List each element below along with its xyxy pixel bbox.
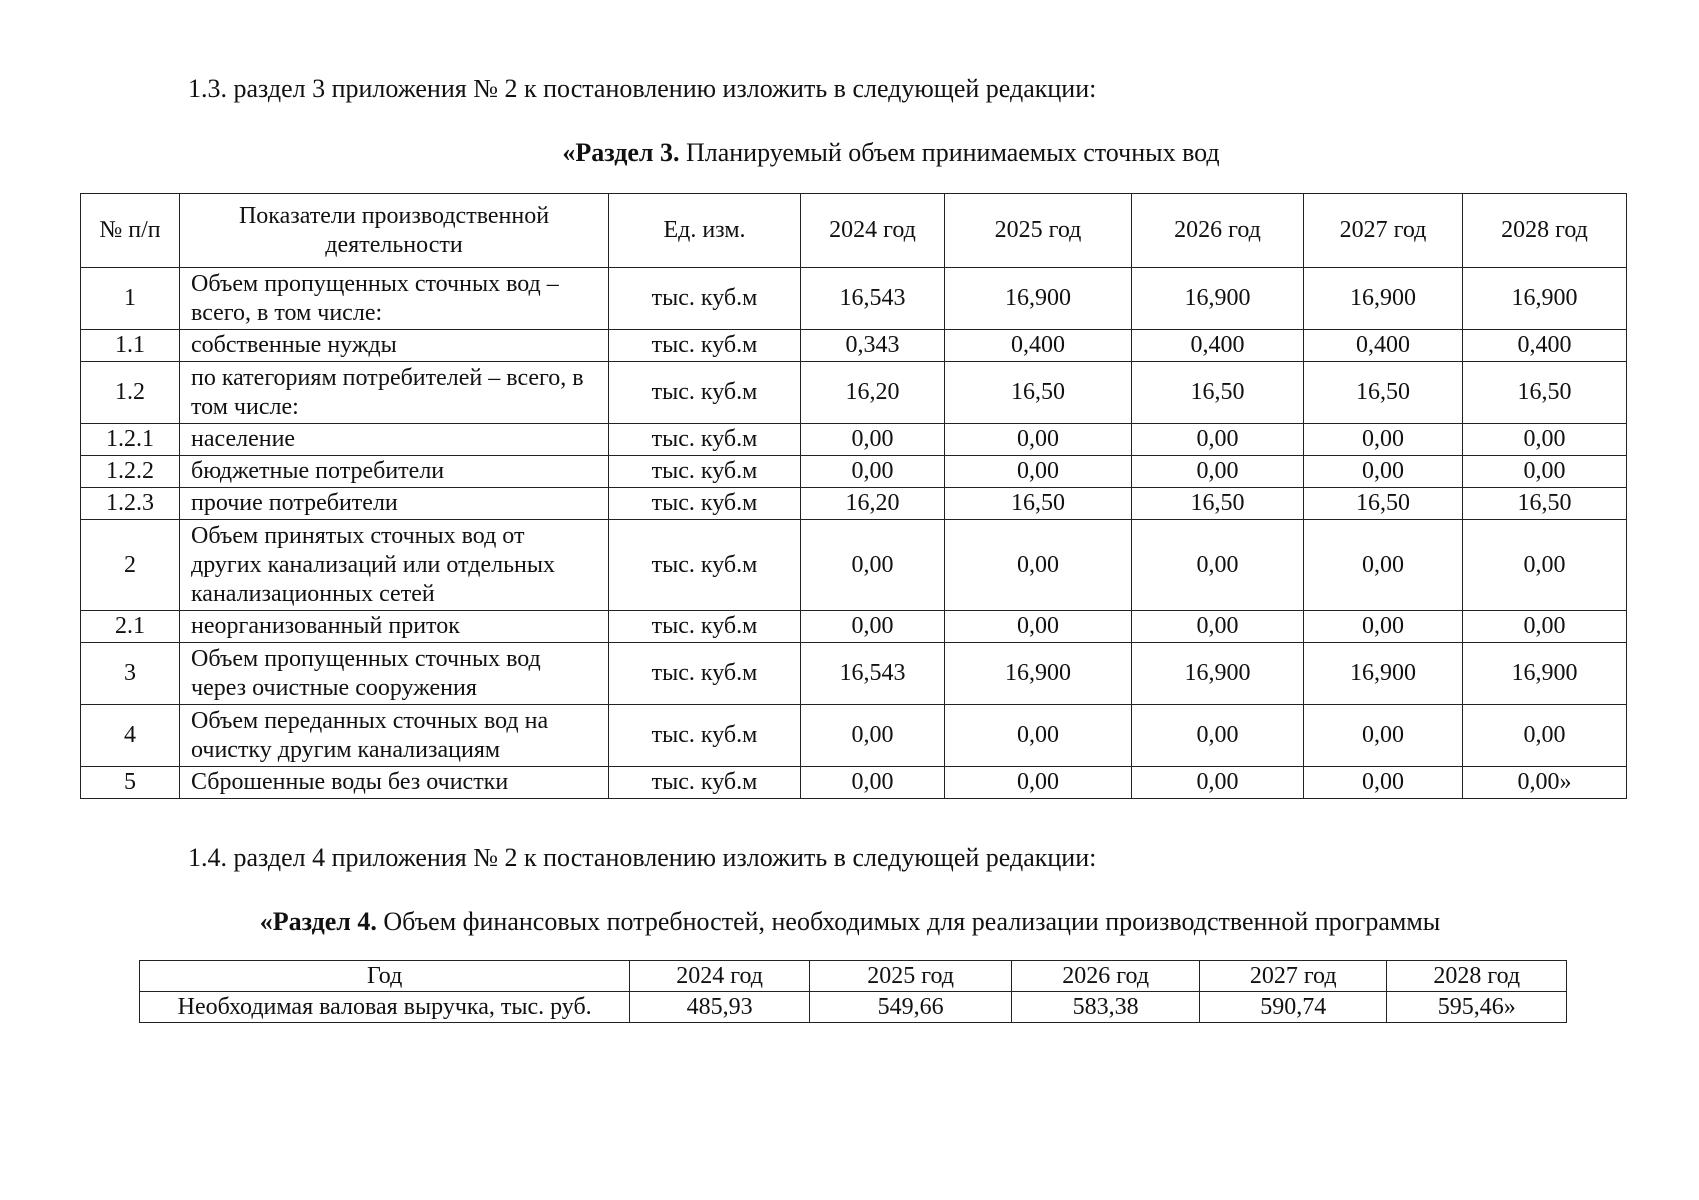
value-cell: 0,00	[1304, 424, 1463, 456]
row-number-cell: 1.2.3	[81, 488, 180, 520]
table-row	[81, 362, 1627, 424]
value-cell: 16,900	[1463, 643, 1627, 705]
unit-cell: тыс. куб.м	[609, 611, 801, 643]
value-cell: 0,00	[1304, 705, 1463, 767]
value-cell: 16,20	[801, 362, 945, 424]
unit-cell: тыс. куб.м	[609, 520, 801, 611]
value-cell: 0,00	[801, 520, 945, 611]
value-cell: 590,74	[1199, 992, 1387, 1023]
section-4-header-row	[140, 961, 1567, 992]
row-number-cell: 1.2.2	[81, 456, 180, 488]
table-row	[81, 643, 1627, 705]
row-number-cell: 5	[81, 767, 180, 799]
value-cell: 0,00	[1132, 767, 1304, 799]
value-cell: 16,50	[945, 362, 1132, 424]
table-row	[81, 456, 1627, 488]
value-cell: 16,50	[1304, 362, 1463, 424]
value-cell: 0,00	[1132, 705, 1304, 767]
value-cell: 0,00	[1304, 456, 1463, 488]
value-cell: 0,00	[1463, 705, 1627, 767]
row-number-cell: 1.1	[81, 330, 180, 362]
paragraph-1-4: 1.4. раздел 4 приложения № 2 к постановлению изложить в следующей редакции:	[188, 843, 1097, 872]
header-cell: 2028 год	[1463, 194, 1627, 268]
unit-cell: тыс. куб.м	[609, 330, 801, 362]
header-cell: Показатели производственной деятельности	[180, 194, 609, 268]
section-4-title-text: Объем финансовых потребностей, необходимых для реализации производственной программы	[376, 907, 1441, 936]
value-cell: 16,900	[1132, 268, 1304, 330]
header-cell: 2027 год	[1199, 961, 1387, 992]
section-4-table	[139, 960, 1567, 1023]
value-cell: 0,00	[801, 456, 945, 488]
section-3-title-text: Планируемый объем принимаемых сточных вод	[679, 138, 1220, 167]
indicator-name-cell: Сброшенные воды без очистки	[180, 767, 609, 799]
section-4-title	[0, 907, 1699, 937]
section-3-title	[0, 138, 1699, 168]
indicator-name-cell: Объем переданных сточных вод на очистку другим канализациям	[180, 705, 609, 767]
value-cell: 549,66	[809, 992, 1012, 1023]
indicator-name-cell: население	[180, 424, 609, 456]
indicator-name-cell: Объем пропущенных сточных вод через очистные сооружения	[180, 643, 609, 705]
table-row	[81, 767, 1627, 799]
value-cell: 0,00	[1132, 456, 1304, 488]
unit-cell: тыс. куб.м	[609, 362, 801, 424]
value-cell: 16,900	[945, 643, 1132, 705]
section-3-header-row	[81, 194, 1627, 268]
value-cell: 0,400	[945, 330, 1132, 362]
value-cell: 0,00	[801, 705, 945, 767]
value-cell: 0,00	[801, 767, 945, 799]
value-cell: 485,93	[630, 992, 810, 1023]
section-4-data-row	[140, 992, 1567, 1023]
value-cell: 16,50	[945, 488, 1132, 520]
indicator-name-cell: неорганизованный приток	[180, 611, 609, 643]
table-row	[81, 488, 1627, 520]
section-3-table	[80, 193, 1627, 799]
row-number-cell: 2	[81, 520, 180, 611]
section-4-title-bold: «Раздел 4.	[259, 907, 377, 936]
value-cell: 0,00	[1463, 611, 1627, 643]
value-cell: 0,00	[1304, 767, 1463, 799]
table-row	[81, 611, 1627, 643]
paragraph-1-3: 1.3. раздел 3 приложения № 2 к постановлению изложить в следующей редакции:	[188, 74, 1097, 103]
value-cell: 583,38	[1012, 992, 1200, 1023]
header-cell: 2028 год	[1387, 961, 1567, 992]
value-cell: 0,00	[1463, 424, 1627, 456]
row-number-cell: 2.1	[81, 611, 180, 643]
value-cell: 16,50	[1304, 488, 1463, 520]
value-cell: 16,50	[1132, 488, 1304, 520]
unit-cell: тыс. куб.м	[609, 705, 801, 767]
header-cell: 2026 год	[1132, 194, 1304, 268]
row-number-cell: 1	[81, 268, 180, 330]
header-cell: 2025 год	[945, 194, 1132, 268]
value-cell: 16,50	[1132, 362, 1304, 424]
value-cell: 0,00	[945, 520, 1132, 611]
header-cell: № п/п	[81, 194, 180, 268]
value-cell: 16,900	[1304, 643, 1463, 705]
header-cell: 2027 год	[1304, 194, 1463, 268]
table-row	[81, 520, 1627, 611]
value-cell: 16,20	[801, 488, 945, 520]
value-cell: 595,46»	[1387, 992, 1567, 1023]
header-cell: 2026 год	[1012, 961, 1200, 992]
unit-cell: тыс. куб.м	[609, 424, 801, 456]
value-cell: 0,00	[945, 705, 1132, 767]
unit-cell: тыс. куб.м	[609, 767, 801, 799]
value-cell: 0,00	[1132, 520, 1304, 611]
value-cell: 0,400	[1304, 330, 1463, 362]
value-cell: 0,00	[1304, 611, 1463, 643]
value-cell: 0,00	[1463, 520, 1627, 611]
value-cell: 16,50	[1463, 362, 1627, 424]
header-cell: 2024 год	[801, 194, 945, 268]
indicator-name-cell: Объем принятых сточных вод от других канализаций или отдельных канализационных сетей	[180, 520, 609, 611]
row-number-cell: 1.2	[81, 362, 180, 424]
value-cell: 16,900	[945, 268, 1132, 330]
value-cell: 16,543	[801, 268, 945, 330]
header-cell: Год	[140, 961, 630, 992]
value-cell: 0,00»	[1463, 767, 1627, 799]
value-cell: 0,00	[945, 456, 1132, 488]
indicator-name-cell: по категориям потребителей – всего, в том числе:	[180, 362, 609, 424]
value-cell: 0,343	[801, 330, 945, 362]
indicator-name-cell: бюджетные потребители	[180, 456, 609, 488]
unit-cell: тыс. куб.м	[609, 643, 801, 705]
indicator-name-cell: прочие потребители	[180, 488, 609, 520]
value-cell: 16,900	[1132, 643, 1304, 705]
value-cell: 0,00	[1463, 456, 1627, 488]
unit-cell: тыс. куб.м	[609, 268, 801, 330]
section-3-title-bold: «Раздел 3.	[562, 138, 680, 167]
value-cell: 0,00	[1132, 611, 1304, 643]
value-cell: 0,00	[945, 611, 1132, 643]
row-number-cell: 1.2.1	[81, 424, 180, 456]
indicator-name-cell: Объем пропущенных сточных вод – всего, в том числе:	[180, 268, 609, 330]
row-number-cell: 3	[81, 643, 180, 705]
unit-cell: тыс. куб.м	[609, 488, 801, 520]
value-cell: 0,00	[1132, 424, 1304, 456]
table-row	[81, 705, 1627, 767]
row-label-cell: Необходимая валовая выручка, тыс. руб.	[140, 992, 630, 1023]
value-cell: 0,400	[1463, 330, 1627, 362]
table-row	[81, 424, 1627, 456]
header-cell: 2024 год	[630, 961, 810, 992]
value-cell: 16,50	[1463, 488, 1627, 520]
header-cell: Ед. изм.	[609, 194, 801, 268]
row-number-cell: 4	[81, 705, 180, 767]
value-cell: 0,400	[1132, 330, 1304, 362]
unit-cell: тыс. куб.м	[609, 456, 801, 488]
header-cell: 2025 год	[809, 961, 1012, 992]
value-cell: 0,00	[945, 424, 1132, 456]
value-cell: 0,00	[945, 767, 1132, 799]
indicator-name-cell: собственные нужды	[180, 330, 609, 362]
table-row	[81, 330, 1627, 362]
value-cell: 16,900	[1463, 268, 1627, 330]
value-cell: 16,543	[801, 643, 945, 705]
value-cell: 16,900	[1304, 268, 1463, 330]
value-cell: 0,00	[801, 611, 945, 643]
table-row	[81, 268, 1627, 330]
value-cell: 0,00	[1304, 520, 1463, 611]
value-cell: 0,00	[801, 424, 945, 456]
